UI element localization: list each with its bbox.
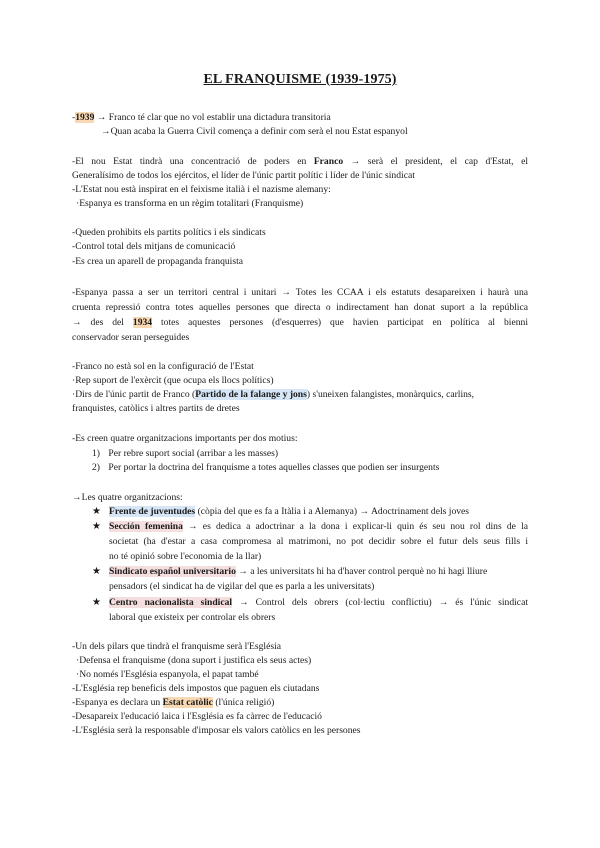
arrow: → xyxy=(96,112,107,123)
text-span: → a les universitats hi ha d'haver control perquè no hi hagi lliure xyxy=(235,566,488,577)
text-span: -El nou Estat tindrà una concentració de poders en xyxy=(72,156,314,167)
text-span: -Espanya es declara un xyxy=(72,697,163,708)
text-line: -Espanya passa a ser un territori central i unitari → Totes les CCAA i els estatuts desapareixen i haurà una xyxy=(72,287,528,298)
text-span: ) s'uneixen falangistes, monàrquics, carlins, xyxy=(306,389,475,400)
text-line xyxy=(72,155,528,168)
text-line xyxy=(109,596,528,609)
highlight-org: Frente de juventudes xyxy=(109,506,196,517)
text-line: laboral que existeix per controlar els obrers xyxy=(109,612,276,623)
text-line: -Un dels pilars que tindrà el franquisme serà l'Església xyxy=(72,641,281,652)
text-line: -Desapareix l'educació laica i l'Església es fa càrrec de l'educació xyxy=(72,711,322,722)
bold-text: Franco xyxy=(313,156,344,167)
text-line xyxy=(109,565,487,578)
text-line: -Es crea un aparell de propaganda franquista xyxy=(72,256,244,267)
list-number: 1) xyxy=(92,448,100,459)
text-span: → des del xyxy=(72,317,133,328)
text-line: pensadors (el sindicat ha de vigilar del que es parla a les universitats) xyxy=(109,581,375,592)
list-text: Per rebre suport social (arribar a les masses) xyxy=(108,448,279,459)
star-bullet-icon: ★ xyxy=(92,597,101,608)
text-span: → es dedica a adoctrinar a la dona i explicar-li quin és seu nou rol dins de la xyxy=(182,521,528,532)
text-line: ·Defensa el franquisme (dona suport i justifica els seus actes) xyxy=(76,655,312,666)
text-line: -Control total dels mitjans de comunicació xyxy=(72,241,236,252)
text-line: -Es creen quatre organitzacions importants per dos motius: xyxy=(72,433,298,444)
highlight-org: Centro nacionalista sindical xyxy=(109,597,233,608)
text-line xyxy=(72,696,274,709)
text-line xyxy=(109,505,469,518)
arrow: → xyxy=(101,126,111,137)
text-line: conservador seran perseguides xyxy=(72,332,190,343)
text-span: Franco té clar que no vol establir una dictadura transitoria xyxy=(106,112,331,123)
text-line: ·No només l'Església espanyola, el papat també xyxy=(76,669,259,680)
text-line xyxy=(101,125,408,138)
text-line: ·Rep suport de l'exèrcit (que ocupa els llocs polítics) xyxy=(72,375,274,386)
text-span: ·Dirs de l'únic partit de Franco ( xyxy=(72,389,196,400)
list-text: Per portar la doctrina del franquisme a totes aquelles classes que podien ser insurgents xyxy=(108,462,440,473)
text-line: -1939 → Franco té clar que no vol establir una dictadura transitoria xyxy=(72,112,331,123)
text-line: no té opinió sobre l'economia de la llar) xyxy=(109,551,262,562)
highlight-year: 1939 xyxy=(75,112,95,123)
text-line: Generalísimo de todos los ejércitos, el líder de l'únic partit polític i líder de l'únic sindicat xyxy=(72,170,415,181)
list-number: 2) xyxy=(92,462,100,473)
text-line: →Les quatre organitzacions: xyxy=(72,492,183,503)
text-line xyxy=(72,388,474,401)
list-item xyxy=(92,447,278,460)
text-line: franquistes, catòlics i altres partits de dretes xyxy=(72,403,240,414)
text-line: societat (ha d'estar a casa compromesa al matrimoni, no pot decidir sobre el futur dels seus fills i xyxy=(109,536,528,547)
page-title: EL FRANQUISME (1939-1975) xyxy=(203,72,397,87)
star-bullet-icon: ★ xyxy=(92,506,101,517)
text-line: -Franco no està sol en la configuració de l'Estat xyxy=(72,361,254,372)
text-line: -L'Església serà la responsable d'imposar els valors catòlics en les persones xyxy=(72,725,361,736)
highlight-term: Estat catòlic xyxy=(162,697,213,708)
text-span: → Control dels obrers (col·lectiu conflictiu) → és l'únic sindicat xyxy=(232,597,528,608)
text-line: cruenta repressió contra totes aquelles persones que directa o indirectament han donat suport a la república xyxy=(72,302,528,313)
highlight-org: Sección femenina xyxy=(109,521,183,532)
highlight-year: 1934 xyxy=(132,317,153,328)
text-span: (còpia del que es fa a Itàlia i a Alemanya) → Adoctrinament dels joves xyxy=(195,506,470,517)
star-bullet-icon: ★ xyxy=(92,521,101,532)
text-line xyxy=(109,520,528,533)
highlight-org: Sindicato español universitario xyxy=(109,566,236,577)
text-line xyxy=(72,316,528,329)
text-span: → serà el president, el cap d'Estat, el xyxy=(343,156,528,167)
text-line: -Queden prohibits els partits polítics i els sindicats xyxy=(72,227,266,238)
star-bullet-icon: ★ xyxy=(92,566,101,577)
text-line: -L'Estat nou està inspirat en el feixisme italià i el nazisme alemany: xyxy=(72,184,331,195)
text-span: Quan acaba la Guerra Civil comença a definir com serà el nou Estat espanyol xyxy=(110,126,408,137)
text-span: (l'única religió) xyxy=(212,697,275,708)
text-line: ·Espanya es transforma en un règim totalitari (Franquisme) xyxy=(76,198,304,209)
highlight-party: Partido de la falange y jons xyxy=(195,389,307,400)
text-span: totes aquestes persones (d'esquerres) que havien participat en política al bienni xyxy=(152,317,528,328)
text-line: -L'Església rep beneficis dels impostos que paguen els ciutadans xyxy=(72,683,320,694)
list-item xyxy=(92,461,439,474)
